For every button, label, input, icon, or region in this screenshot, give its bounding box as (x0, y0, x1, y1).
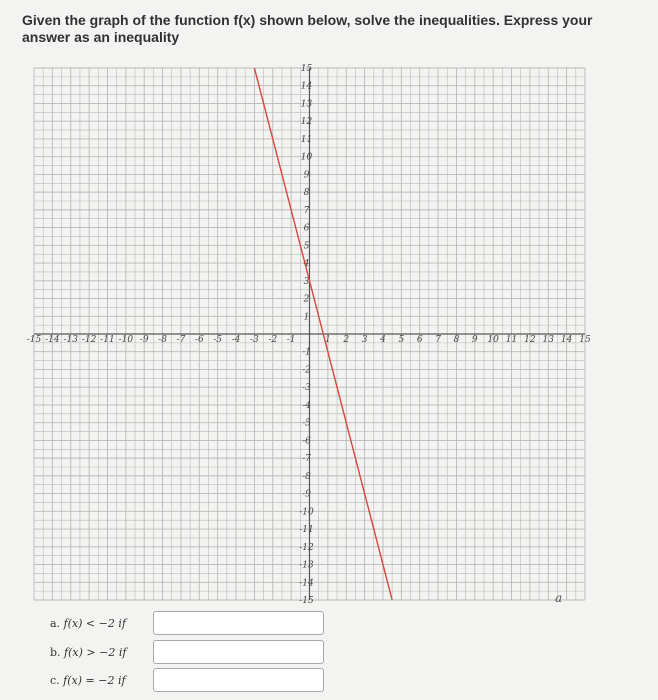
y-tick-label: 15 (300, 64, 313, 74)
question-prompt: Given the graph of the function f(x) shown below, solve the inequalities. Express your answer as an inequality (22, 12, 593, 45)
x-tick-label: -6 (194, 335, 204, 345)
answer-row-b (50, 639, 150, 665)
y-tick-label: 10 (300, 152, 313, 163)
answer-row-c (50, 667, 150, 693)
y-tick-label: -9 (302, 489, 311, 500)
x-tick-label: -1 (286, 335, 296, 345)
y-tick-label: 3 (303, 276, 310, 287)
y-tick-labels (299, 64, 314, 606)
y-tick-label: 1 (303, 312, 310, 323)
y-tick-label: -2 (302, 365, 311, 376)
y-tick-label: -13 (299, 560, 314, 571)
y-tick-label: 6 (303, 223, 310, 234)
x-tick-label: -13 (63, 335, 78, 345)
x-tick-label: -9 (139, 335, 149, 345)
x-tick-label: 8 (453, 335, 460, 345)
y-tick-label: 9 (303, 170, 310, 181)
y-tick-label: -12 (299, 542, 314, 553)
y-tick-label: 14 (300, 81, 313, 92)
x-tick-label: 3 (361, 335, 368, 345)
x-tick-label: -3 (250, 335, 259, 345)
y-tick-label: -14 (299, 578, 314, 589)
corner-label: a (555, 591, 563, 605)
x-tick-label: -4 (231, 335, 241, 345)
x-tick-label: 9 (471, 335, 478, 345)
y-tick-label: -6 (302, 436, 311, 447)
x-tick-label: 12 (524, 335, 536, 345)
y-tick-label: -5 (302, 418, 311, 429)
x-tick-label: 1 (324, 335, 331, 345)
x-tick-labels (27, 335, 591, 345)
x-tick-label: 10 (487, 335, 499, 345)
x-tick-label: -12 (81, 335, 97, 345)
x-tick-label: -5 (213, 335, 223, 345)
y-tick-label: 4 (303, 259, 310, 270)
answer-input-a[interactable] (153, 611, 324, 635)
y-tick-label: 8 (303, 188, 310, 199)
x-tick-label: 14 (560, 335, 573, 345)
x-tick-label: 11 (505, 335, 518, 345)
answer-label-b: b. f(x) > −2 if (50, 645, 127, 659)
x-tick-label: -14 (45, 335, 60, 345)
x-tick-label: -7 (176, 335, 186, 345)
x-tick-label: -11 (100, 335, 115, 345)
x-tick-label: -10 (118, 335, 134, 345)
answer-input-c[interactable] (153, 668, 324, 692)
x-tick-label: 5 (398, 335, 405, 345)
y-tick-label: -4 (302, 400, 311, 411)
x-tick-label: -2 (268, 335, 278, 345)
answer-label-a: a. f(x) < −2 if (50, 616, 126, 630)
x-tick-label: 7 (435, 335, 441, 345)
y-tick-label: -10 (299, 507, 314, 518)
answer-row-a (50, 610, 150, 636)
y-tick-label: -8 (302, 471, 311, 482)
y-tick-label: 11 (300, 134, 313, 145)
answer-label-c: c. f(x) = −2 if (50, 673, 126, 687)
y-tick-label: 5 (303, 241, 310, 252)
x-tick-label: 6 (416, 335, 423, 345)
y-tick-label: -1 (302, 347, 311, 358)
y-tick-label: 13 (300, 99, 313, 110)
x-tick-label: 4 (380, 335, 386, 345)
x-tick-label: -8 (158, 335, 167, 345)
y-tick-label: 12 (300, 117, 313, 128)
answer-input-b[interactable] (153, 640, 324, 664)
y-tick-label: -15 (299, 596, 314, 606)
x-tick-label: -15 (26, 335, 42, 345)
y-tick-label: -11 (299, 525, 314, 536)
x-tick-label: 13 (542, 335, 554, 345)
x-tick-label: 15 (579, 335, 591, 345)
y-tick-label: -3 (302, 383, 311, 394)
y-tick-label: -7 (302, 454, 311, 465)
y-tick-label: 7 (303, 205, 310, 216)
y-tick-label: 2 (303, 294, 310, 305)
x-tick-label: 2 (343, 335, 350, 345)
